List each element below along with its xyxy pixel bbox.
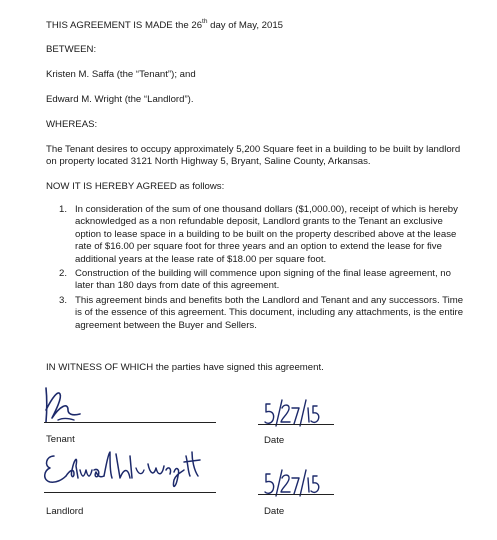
party-tenant: Kristen M. Saffa (the “Tenant”); and	[46, 69, 196, 80]
tenant-date-label: Date	[264, 435, 285, 446]
between-heading: BETWEEN:	[46, 44, 97, 55]
landlord-date-handwritten	[262, 466, 326, 502]
term-number: 3.	[59, 294, 68, 306]
tenant-date-handwritten	[262, 396, 322, 432]
tenant-date-line	[258, 424, 334, 425]
intro-prefix: THIS AGREEMENT IS MADE the 26	[46, 20, 203, 31]
landlord-label: Landlord	[46, 506, 84, 517]
term-item	[46, 204, 471, 266]
term-item	[46, 268, 471, 293]
term-text: This agreement binds and benefits both the Landlord and Tenant and any successors. Time is of the essence of this agreement. This document, including any attachments, is the entire agreement between the Buyer and Sellers.	[75, 294, 464, 331]
tenant-signature-line	[44, 422, 216, 423]
intro-superscript: th	[202, 17, 208, 25]
term-number: 2.	[59, 268, 68, 280]
term-text: In consideration of the sum of one thousand dollars ($1,000.00), receipt of which is hereby acknowledged as a non refundable deposit, Landlord grants to the Tenant an exclusive option to lease space in a building to be built on the property described above at the lease rate of $16.00 per square foot for three years and an option to extend the lease for five additional years at the lease rate of $18.00 per square foot.	[75, 204, 458, 265]
agreement-intro	[46, 17, 284, 32]
landlord-signature-line	[44, 492, 216, 493]
term-number: 1.	[59, 204, 68, 215]
tenant-label: Tenant	[46, 434, 75, 445]
witness-statement: IN WITNESS OF WHICH the parties have signed this agreement.	[46, 362, 324, 373]
party-landlord: Edward M. Wright (the “Landlord”).	[46, 94, 194, 105]
whereas-heading: WHEREAS:	[46, 119, 98, 130]
term-item	[46, 295, 471, 332]
landlord-date-line	[258, 494, 334, 495]
intro-suffix: day of May, 2015	[207, 20, 284, 31]
recital-paragraph: The Tenant desires to occupy approximately 5,200 Square feet in a building to be built by landlord on property located 3121 North Highway 5, Bryant, Saline County, Arkansas.	[46, 144, 461, 168]
landlord-signature	[40, 446, 210, 494]
term-text: Construction of the building will commence upon signing of the final lease agreement, no later than 180 days from date of this agreement.	[75, 268, 451, 292]
terms-list	[46, 204, 471, 334]
landlord-date-label: Date	[264, 506, 285, 517]
agreed-heading: NOW IT IS HEREBY AGREED as follows:	[46, 181, 225, 192]
